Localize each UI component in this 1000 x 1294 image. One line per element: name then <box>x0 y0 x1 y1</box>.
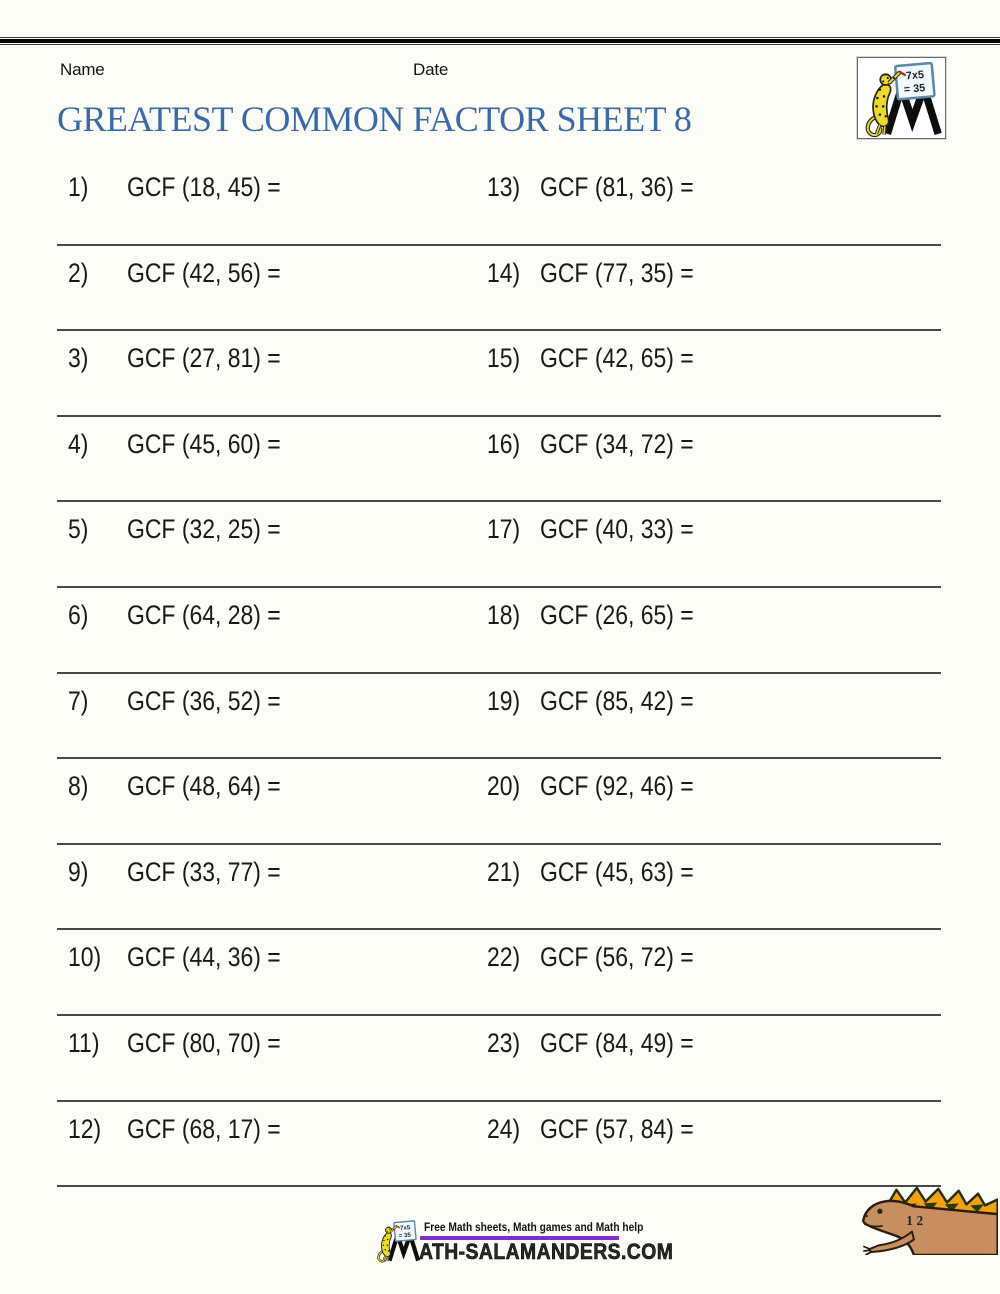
problem-number-left: 3) <box>68 343 89 374</box>
problem-number-right: 13) <box>487 172 521 202</box>
problem-expression-left: GCF (45, 60) = <box>127 428 281 459</box>
problem-expression-right: GCF (40, 33) = <box>540 514 694 545</box>
problem-number-left: 8) <box>68 771 89 802</box>
problem-expression-left: GCF (80, 70) = <box>127 1027 281 1058</box>
problem-row <box>57 674 941 760</box>
problem-row <box>57 930 941 1016</box>
problem-expression-right: GCF (57, 84) = <box>540 1113 694 1144</box>
problem-expression-right: GCF (92, 46) = <box>540 771 694 802</box>
problem-expression-left: GCF (18, 45) = <box>127 172 281 202</box>
problem-expression-left: GCF (27, 81) = <box>127 343 281 374</box>
problem-row <box>57 246 941 332</box>
problem-expression-left: GCF (33, 77) = <box>127 856 281 887</box>
problem-expression-left: GCF (36, 52) = <box>127 685 281 716</box>
problem-number-left: 12) <box>68 1113 102 1144</box>
problem-number-right: 21) <box>487 856 521 887</box>
brand-logo-box <box>857 57 946 139</box>
problem-expression-left: GCF (64, 28) = <box>127 599 281 630</box>
problem-number-right: 16) <box>487 428 521 459</box>
problem-row <box>57 160 941 246</box>
problem-number-left: 4) <box>68 428 89 459</box>
problem-number-left: 10) <box>68 942 102 973</box>
problem-expression-right: GCF (77, 35) = <box>540 257 694 288</box>
problem-number-right: 22) <box>487 942 521 973</box>
problem-expression-left: GCF (44, 36) = <box>127 942 281 973</box>
name-label: Name <box>60 60 105 79</box>
problem-expression-right: GCF (81, 36) = <box>540 172 694 202</box>
problem-number-right: 19) <box>487 685 521 716</box>
problem-number-left: 1) <box>68 172 89 202</box>
problem-number-left: 5) <box>68 514 89 545</box>
problem-number-right: 20) <box>487 771 521 802</box>
problem-row <box>57 759 941 845</box>
problem-number-right: 23) <box>487 1027 521 1058</box>
problem-row <box>57 331 941 417</box>
problem-number-right: 15) <box>487 343 521 374</box>
problem-expression-right: GCF (42, 65) = <box>540 343 694 374</box>
problem-number-right: 14) <box>487 257 521 288</box>
page-title: GREATEST COMMON FACTOR SHEET 8 <box>57 99 692 139</box>
problem-number-left: 11) <box>68 1027 100 1058</box>
salamander-easel-icon <box>858 58 945 138</box>
problem-number-right: 17) <box>487 514 521 545</box>
problem-expression-left: GCF (42, 56) = <box>127 257 281 288</box>
problem-row <box>57 1102 941 1188</box>
problem-number-left: 9) <box>68 856 89 887</box>
problem-expression-right: GCF (84, 49) = <box>540 1027 694 1058</box>
problem-expression-left: GCF (48, 64) = <box>127 771 281 802</box>
problem-number-left: 7) <box>68 685 89 716</box>
problem-expression-left: GCF (32, 25) = <box>127 514 281 545</box>
problem-row <box>57 1016 941 1102</box>
footer-tagline: Free Math sheets, Math games and Math help <box>424 1220 644 1234</box>
date-label: Date <box>413 60 449 79</box>
problem-row <box>57 417 941 503</box>
problem-number-left: 2) <box>68 257 89 288</box>
footer-logo <box>374 1218 421 1263</box>
problem-row <box>57 588 941 674</box>
problem-row <box>57 845 941 931</box>
problem-expression-right: GCF (34, 72) = <box>540 428 694 459</box>
salamander-easel-icon-small <box>374 1218 421 1263</box>
problem-expression-right: GCF (45, 63) = <box>540 856 694 887</box>
footer-lizard <box>861 1183 998 1255</box>
top-divider <box>0 37 1000 45</box>
problem-expression-left: GCF (68, 17) = <box>127 1113 281 1144</box>
problem-number-right: 18) <box>487 599 521 630</box>
problem-number-right: 24) <box>487 1113 521 1144</box>
problem-number-left: 6) <box>68 599 89 630</box>
lizard-icon <box>861 1183 998 1255</box>
problem-list <box>57 160 941 1187</box>
problem-expression-right: GCF (85, 42) = <box>540 685 694 716</box>
problem-expression-right: GCF (56, 72) = <box>540 942 694 973</box>
footer-site-text: ATH-SALAMANDERS.COM <box>419 1239 674 1264</box>
problem-expression-right: GCF (26, 65) = <box>540 599 694 630</box>
problem-row <box>57 502 941 588</box>
